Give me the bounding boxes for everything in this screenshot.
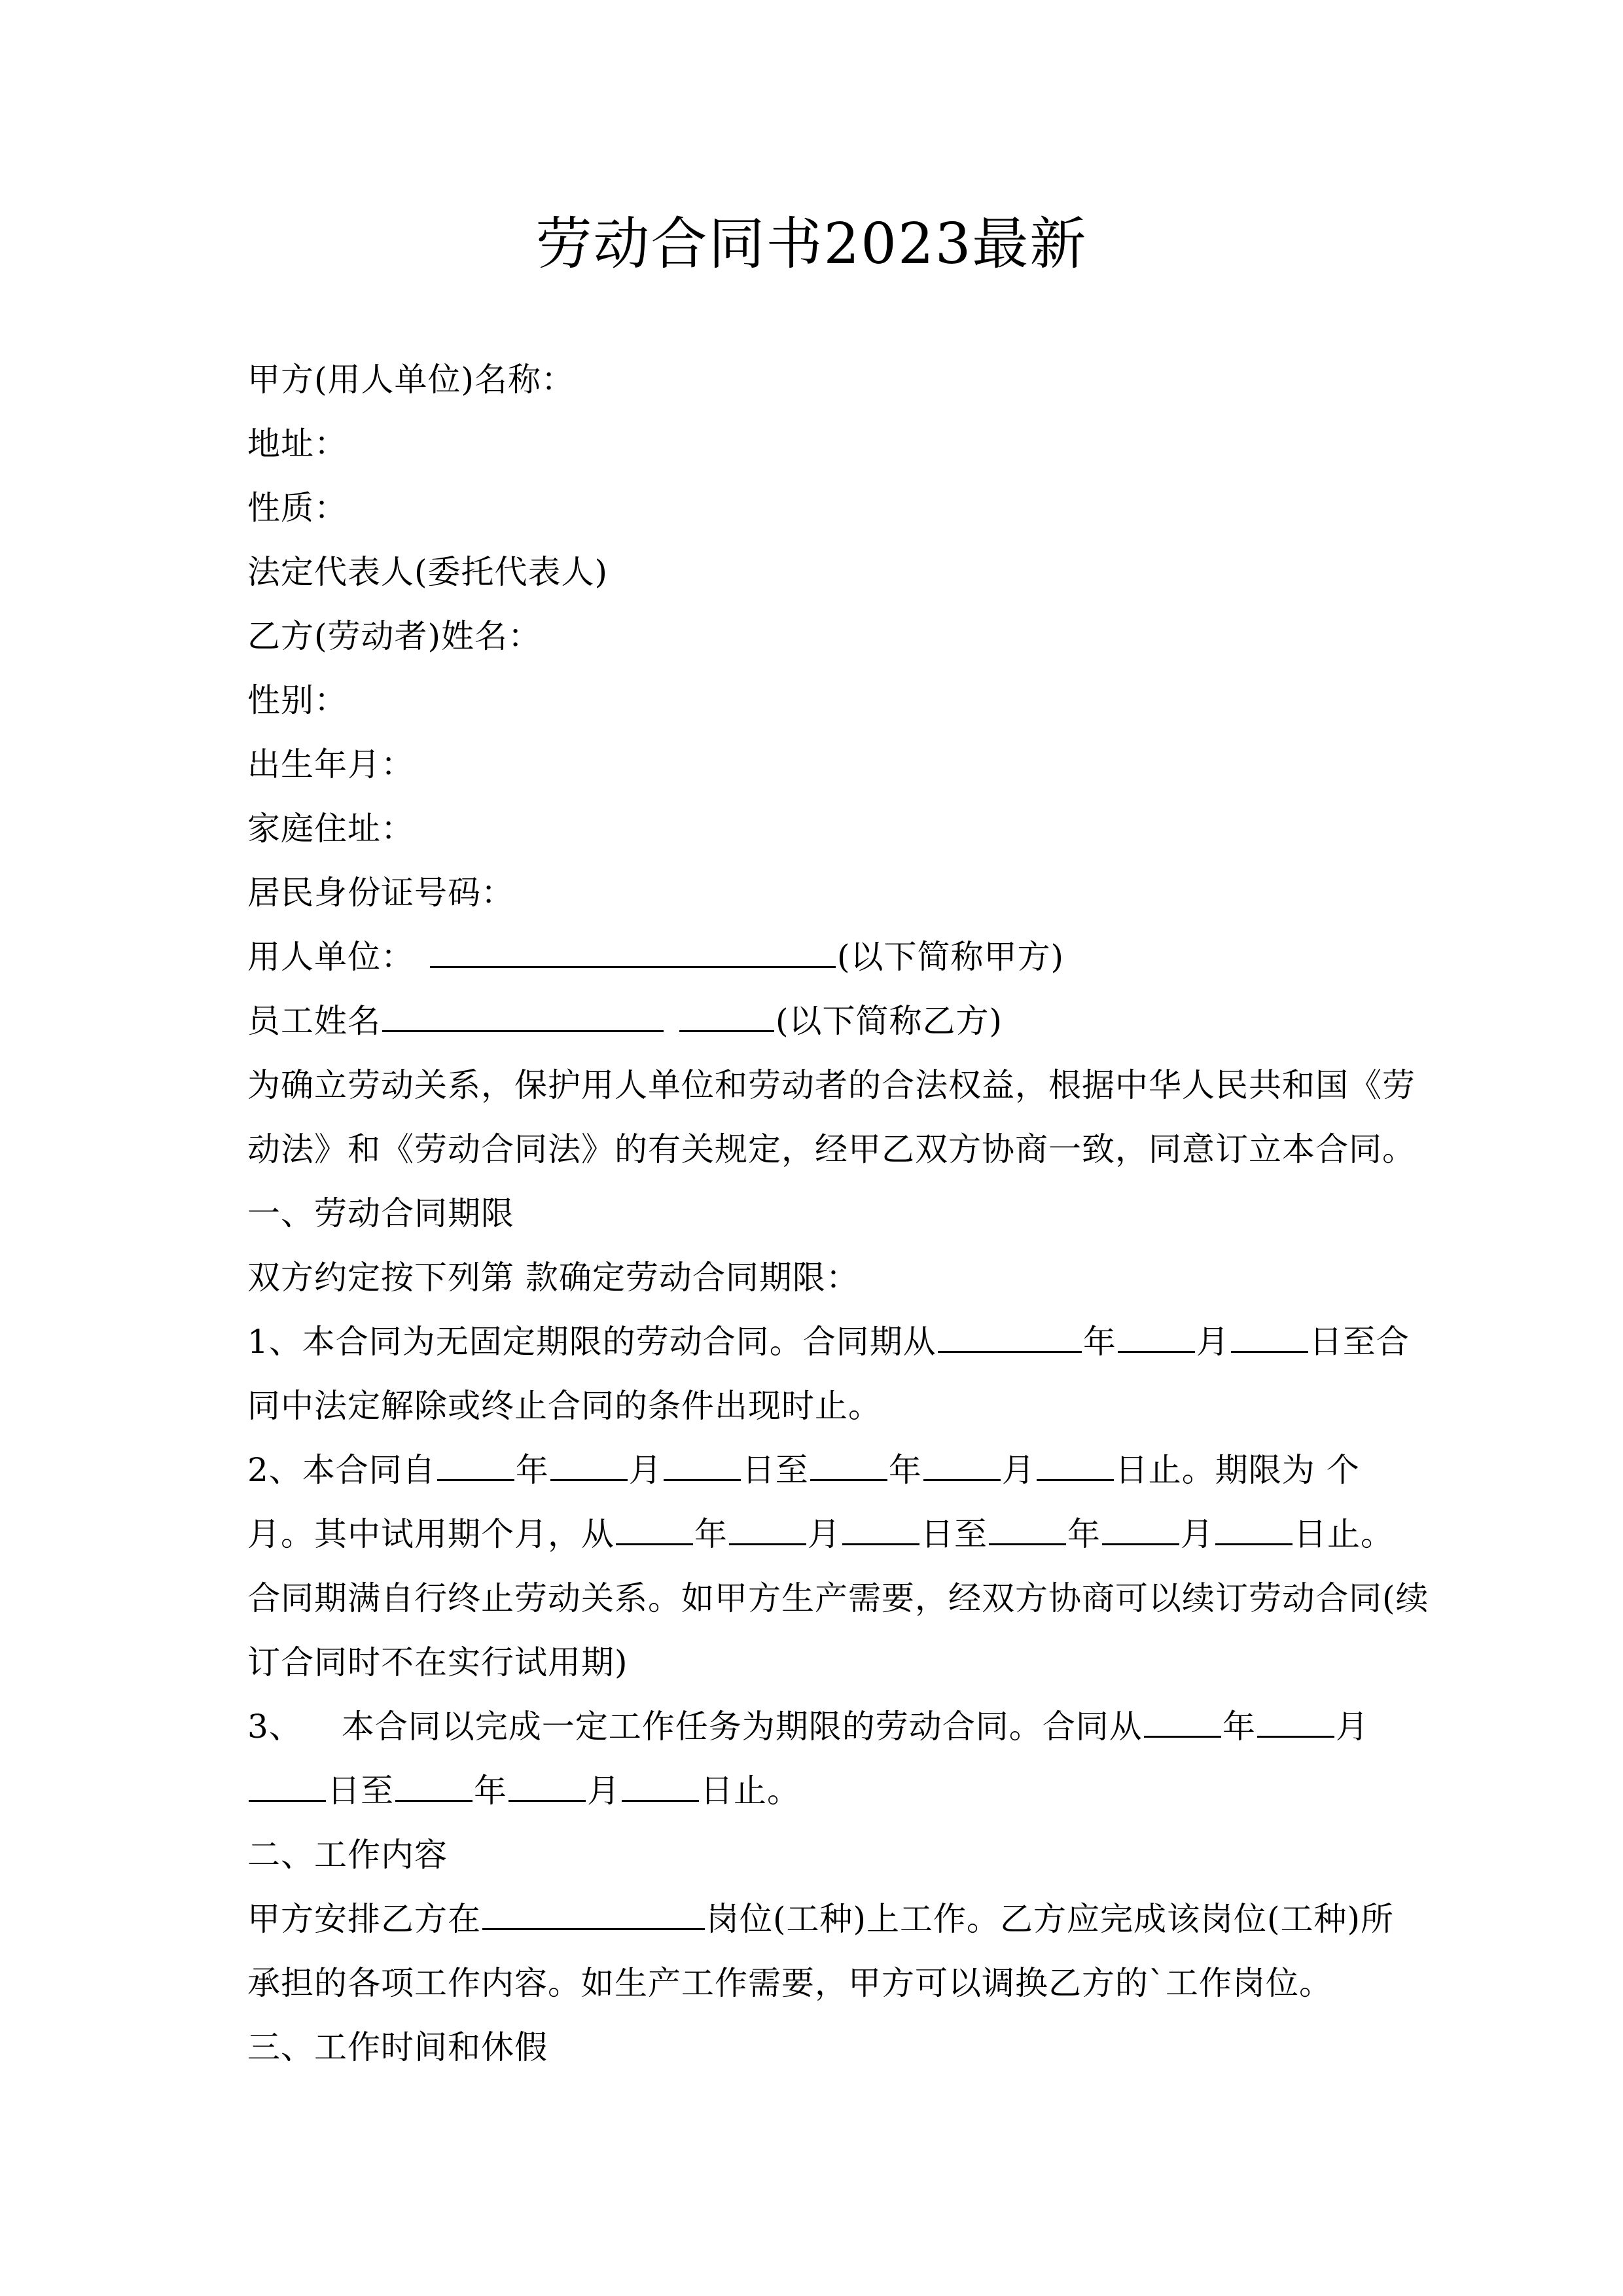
probation-start-year-blank[interactable] — [616, 1515, 693, 1545]
section-2-line-1 — [247, 1899, 1399, 1964]
section-2-line-2: 承担的各项工作内容。如生产工作需要，甲方可以调换乙方的`工作岗位。 — [247, 1964, 1332, 2002]
field-address: 地址： — [247, 425, 348, 463]
item-2-end-month-blank[interactable] — [923, 1450, 1001, 1481]
item-3-start-year-blank[interactable] — [1144, 1707, 1221, 1738]
probation-start-month-blank[interactable] — [729, 1515, 806, 1545]
section-2-text-a: 甲方安排乙方在 — [247, 1900, 481, 1938]
item-2-line-1 — [247, 1450, 1399, 1515]
employee-suffix: (以下简称乙方) — [776, 1002, 1003, 1040]
document-body — [247, 360, 1429, 2092]
preamble-line-2: 动法》和《劳动合同法》的有关规定，经甲乙双方协商一致，同意订立本合同。 — [247, 1130, 1416, 1168]
employer-label: 用人单位： — [247, 938, 414, 976]
item-2-line-3: 合同期满自行终止劳动关系。如甲方生产需要，经双方协商可以续订劳动合同(续 — [247, 1579, 1429, 1617]
month-label: 月 — [808, 1515, 841, 1553]
section-3-heading: 三、工作时间和休假 — [247, 2028, 548, 2066]
item-3-start-month-blank[interactable] — [1257, 1707, 1334, 1738]
day-label: 日止。 — [1294, 1515, 1394, 1553]
item-2-end-day-blank[interactable] — [1037, 1450, 1114, 1481]
employee-line — [247, 1001, 1399, 1066]
field-home-address: 家庭住址： — [247, 810, 414, 848]
employer-blank[interactable] — [430, 937, 836, 968]
day-label: 日至 — [921, 1515, 988, 1553]
item-3-line-1 — [247, 1707, 1399, 1771]
employer-line — [247, 937, 1399, 1001]
item-3-text: 本合同以完成一定工作任务为期限的劳动合同。合同从 — [341, 1708, 1143, 1746]
employee-blank-2[interactable] — [679, 1001, 774, 1032]
preamble-line-1: 为确立劳动关系，保护用人单位和劳动者的合法权益，根据中华人民共和国《劳 — [247, 1066, 1416, 1104]
item-1-line-2: 同中法定解除或终止合同的条件出现时止。 — [247, 1387, 882, 1425]
item-2-start-month-blank[interactable] — [550, 1450, 628, 1481]
day-label: 日至合 — [1309, 1323, 1410, 1361]
probation-text: 月。其中试用期个月，从 — [247, 1515, 615, 1553]
field-employer-name: 甲方(用人单位)名称： — [247, 361, 575, 399]
month-label: 月 — [587, 1772, 620, 1810]
item-1-line-1 — [247, 1322, 1410, 1386]
probation-end-day-blank[interactable] — [1215, 1515, 1293, 1545]
year-label: 年 — [888, 1451, 922, 1489]
probation-start-day-blank[interactable] — [842, 1515, 919, 1545]
item-3-end-year-blank[interactable] — [395, 1771, 473, 1802]
day-label: 日至 — [327, 1772, 394, 1810]
year-label: 年 — [1082, 1323, 1116, 1361]
item-1-day-blank[interactable] — [1231, 1322, 1308, 1353]
month-label: 月 — [1335, 1708, 1369, 1746]
item-3-end-month-blank[interactable] — [508, 1771, 586, 1802]
month-label: 月 — [628, 1451, 662, 1489]
field-birth-date: 出生年月： — [247, 745, 414, 783]
item-3-start-day-blank[interactable] — [249, 1771, 326, 1802]
item-1-month-blank[interactable] — [1118, 1322, 1195, 1353]
document-title: 劳动合同书2023最新 — [535, 211, 1088, 277]
field-gender: 性别： — [247, 681, 348, 719]
item-2-line-4: 订合同时不在实行试用期) — [247, 1643, 628, 1681]
day-label: 日至 — [741, 1451, 809, 1489]
employer-suffix: (以下简称甲方) — [837, 938, 1065, 976]
item-2-line-2 — [247, 1515, 1399, 1579]
section-2-text-b: 岗位(工种)上工作。乙方应完成该岗位(工种)所 — [706, 1900, 1395, 1938]
day-label: 日止。 — [700, 1772, 800, 1810]
item-3-line-2 — [247, 1771, 1399, 1835]
employee-blank[interactable] — [382, 1001, 664, 1032]
employee-label: 员工姓名 — [247, 1002, 381, 1040]
month-label: 月 — [1181, 1515, 1214, 1553]
section-1-heading: 一、劳动合同期限 — [247, 1194, 514, 1232]
post-blank[interactable] — [482, 1899, 705, 1930]
day-label: 日止。期限为 个 — [1115, 1451, 1360, 1489]
month-label: 月 — [1196, 1323, 1230, 1361]
item-1-text: 1、本合同为无固定期限的劳动合同。合同期从 — [247, 1323, 936, 1361]
section-1-intro: 双方约定按下列第 款确定劳动合同期限： — [247, 1259, 859, 1297]
item-2-start-year-blank[interactable] — [437, 1450, 514, 1481]
probation-end-year-blank[interactable] — [989, 1515, 1066, 1545]
item-2-end-year-blank[interactable] — [810, 1450, 887, 1481]
probation-end-month-blank[interactable] — [1102, 1515, 1179, 1545]
year-label: 年 — [694, 1515, 728, 1553]
item-2-text: 2、本合同自 — [247, 1451, 436, 1489]
field-employee-name: 乙方(劳动者)姓名： — [247, 617, 542, 655]
field-id-number: 居民身份证号码： — [247, 874, 514, 912]
item-2-start-day-blank[interactable] — [664, 1450, 741, 1481]
year-label: 年 — [515, 1451, 549, 1489]
item-3-end-day-blank[interactable] — [622, 1771, 699, 1802]
field-nature: 性质： — [247, 489, 348, 527]
item-3-number: 3、 — [247, 1708, 302, 1746]
month-label: 月 — [1001, 1451, 1035, 1489]
field-legal-representative: 法定代表人(委托代表人) — [247, 553, 609, 591]
item-1-year-blank[interactable] — [938, 1322, 1082, 1353]
section-2-heading: 二、工作内容 — [247, 1836, 448, 1874]
year-label: 年 — [1067, 1515, 1101, 1553]
year-label: 年 — [474, 1772, 507, 1810]
year-label: 年 — [1222, 1708, 1256, 1746]
